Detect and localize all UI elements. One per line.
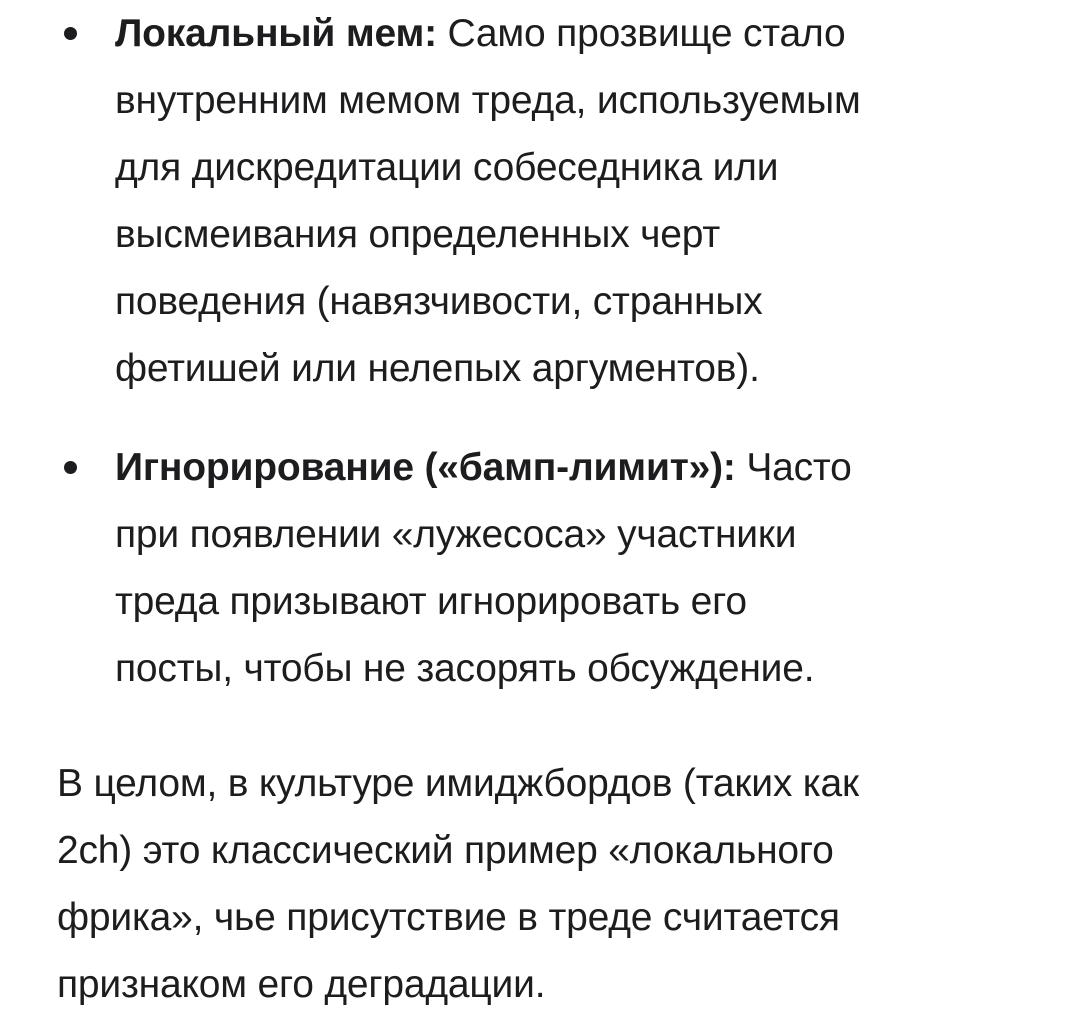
text-line: В целом, в культуре имиджбордов (таких как bbox=[57, 762, 859, 805]
text-line: 2ch) это классический пример «локального bbox=[57, 829, 834, 872]
list-item-first-line bbox=[115, 0, 1015, 67]
summary-paragraph bbox=[57, 750, 1057, 1018]
list-item-label: Локальный мем: bbox=[115, 12, 437, 55]
text-line: высмеивания определенных черт bbox=[115, 213, 721, 256]
text-line: посты, чтобы не засорять обсуждение. bbox=[115, 647, 815, 690]
list-item-text bbox=[115, 434, 1015, 702]
text-line: треда призывают игнорировать его bbox=[115, 580, 747, 623]
text-line: для дискредитации собеседника или bbox=[115, 146, 779, 189]
text-line: поведения (навязчивости, странных bbox=[115, 280, 763, 323]
list-item-label: Игнорирование («бамп-лимит»): bbox=[115, 446, 736, 489]
text-line: внутренним мемом треда, используемым bbox=[115, 79, 861, 122]
text-line: фрика», чье присутствие в треде считается bbox=[57, 896, 840, 939]
text-line: при появлении «лужесоса» участники bbox=[115, 513, 797, 556]
bullet-dot-icon bbox=[64, 461, 77, 474]
list-item-first-line bbox=[115, 434, 1015, 501]
text-line: признаком его деградации. bbox=[57, 963, 546, 1006]
text-line: Часто bbox=[735, 446, 852, 489]
list-item-text bbox=[115, 0, 1015, 402]
bullet-dot-icon bbox=[64, 27, 77, 40]
text-line: Само прозвище стало bbox=[436, 12, 846, 55]
text-line: фетишей или нелепых аргументов). bbox=[115, 347, 760, 390]
